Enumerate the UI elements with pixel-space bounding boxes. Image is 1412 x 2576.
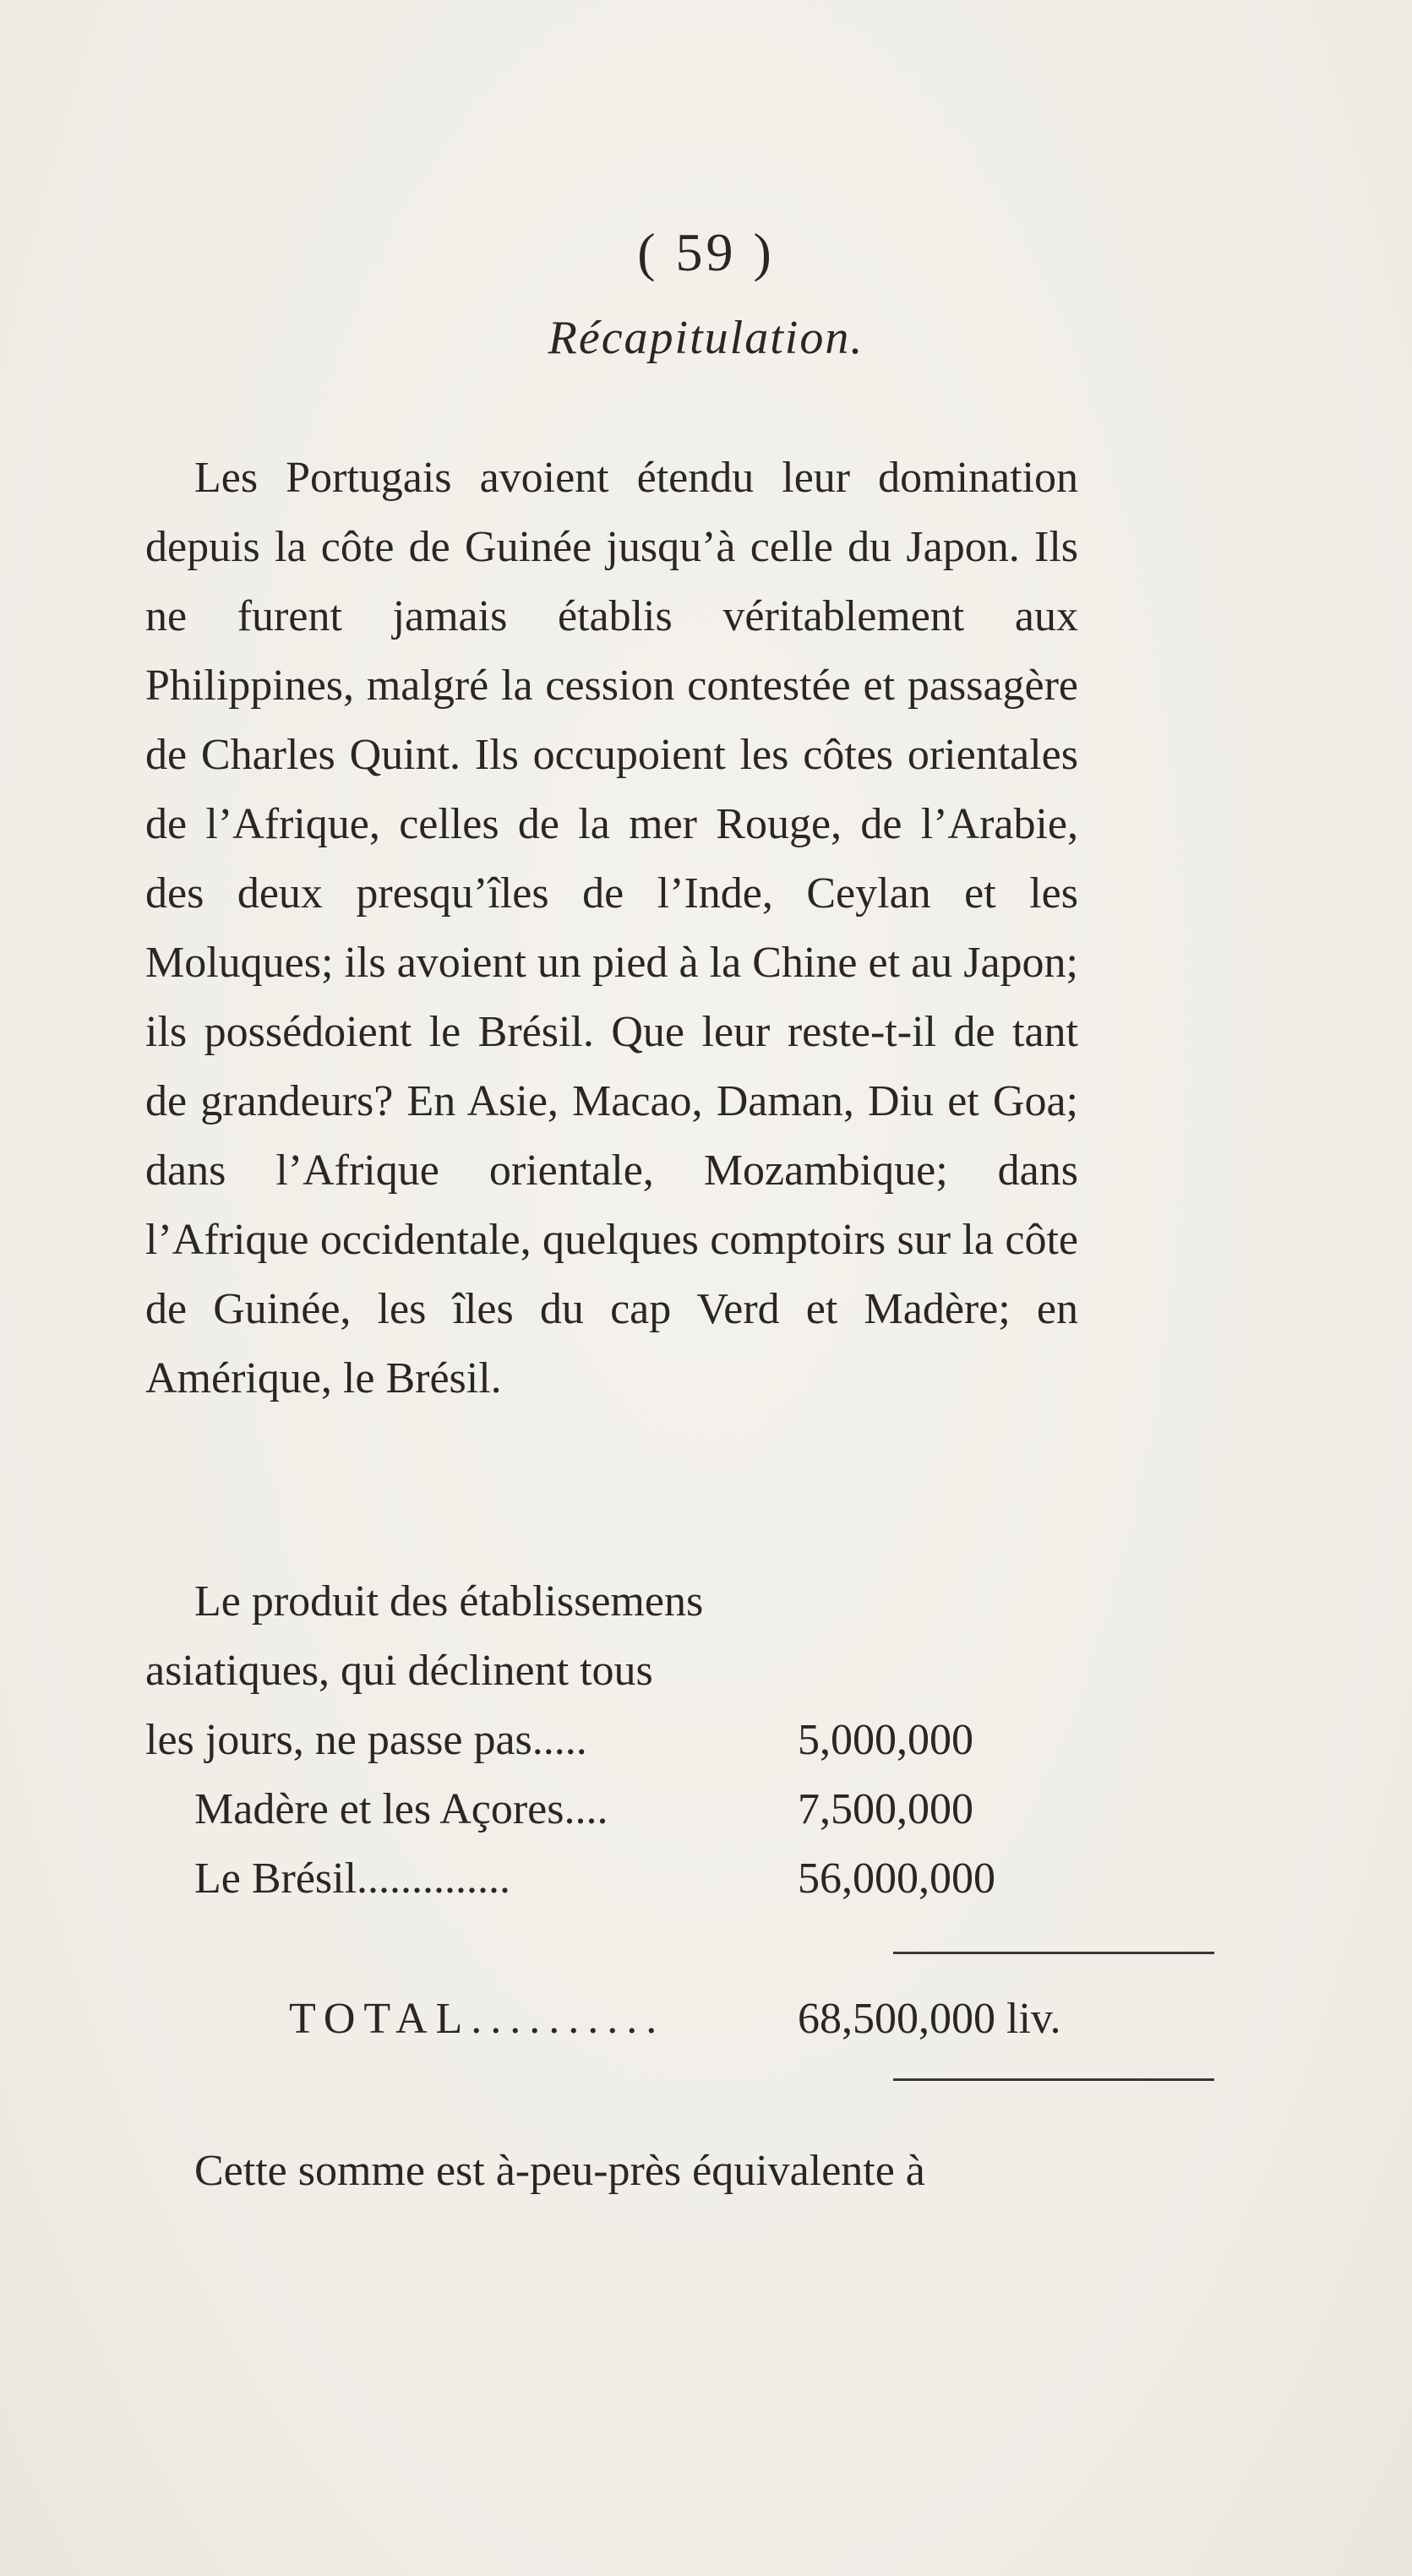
- total-label: TOTAL..........: [289, 1995, 666, 2043]
- body-paragraph: [145, 444, 1078, 1413]
- summary-row-amount: 7,500,000: [798, 1785, 973, 1833]
- paragraph-text: Les Portugais avoient étendu leur domination depuis la côte de Guinée jusqu’à celle du Japon. Ils ne furent jamais établis véritablement aux Philippines, malgré la cession contestée et passagère de Charles Quint. Ils occupoient les côtes orientales de l’Afrique, celles de la mer Rouge, de l’Arabie, des deux presqu’îles de l’Inde, Ceylan et les Moluques; ils avoient un pied à la Chine et au Japon; ils possédoient le Brésil. Que leur reste-t-il de tant de grandeurs? En Asie, Macao, Daman, Diu et Goa; dans l’Afrique orientale, Mozambique; dans l’Afrique occidentale, quelques comptoirs sur la côte de Guinée, les îles du cap Verd et Madère; en Amérique, le Brésil.: [145, 454, 1078, 1402]
- total-rule: [893, 2078, 1214, 2081]
- total-amount: 68,500,000 liv.: [798, 1995, 1061, 2043]
- summary-row-amount: 56,000,000: [798, 1854, 995, 1903]
- summary-intro: [145, 1567, 788, 1706]
- summary-row-label: les jours, ne passe pas.....: [145, 1716, 587, 1764]
- summary-total-row: [145, 1985, 1078, 2054]
- sum-rule: [893, 1952, 1214, 1954]
- summary-intro-text: Le produit des établissemens asiatiques, qui déclinent tous: [145, 1577, 704, 1695]
- summary-row-label: Madère et les Açores....: [194, 1785, 608, 1833]
- summary-row-label: Le Brésil..............: [194, 1854, 511, 1903]
- summary-row-asia: [145, 1706, 1078, 1775]
- section-title: Récapitulation.: [548, 312, 864, 364]
- summary-row-amount: 5,000,000: [798, 1716, 973, 1764]
- closing-line: Cette somme est à-peu-près équivalente à: [194, 2147, 925, 2195]
- summary-row-madeira-azores: [145, 1775, 1078, 1844]
- summary-row-brazil: [145, 1844, 1078, 1914]
- page-number: ( 59 ): [637, 222, 775, 282]
